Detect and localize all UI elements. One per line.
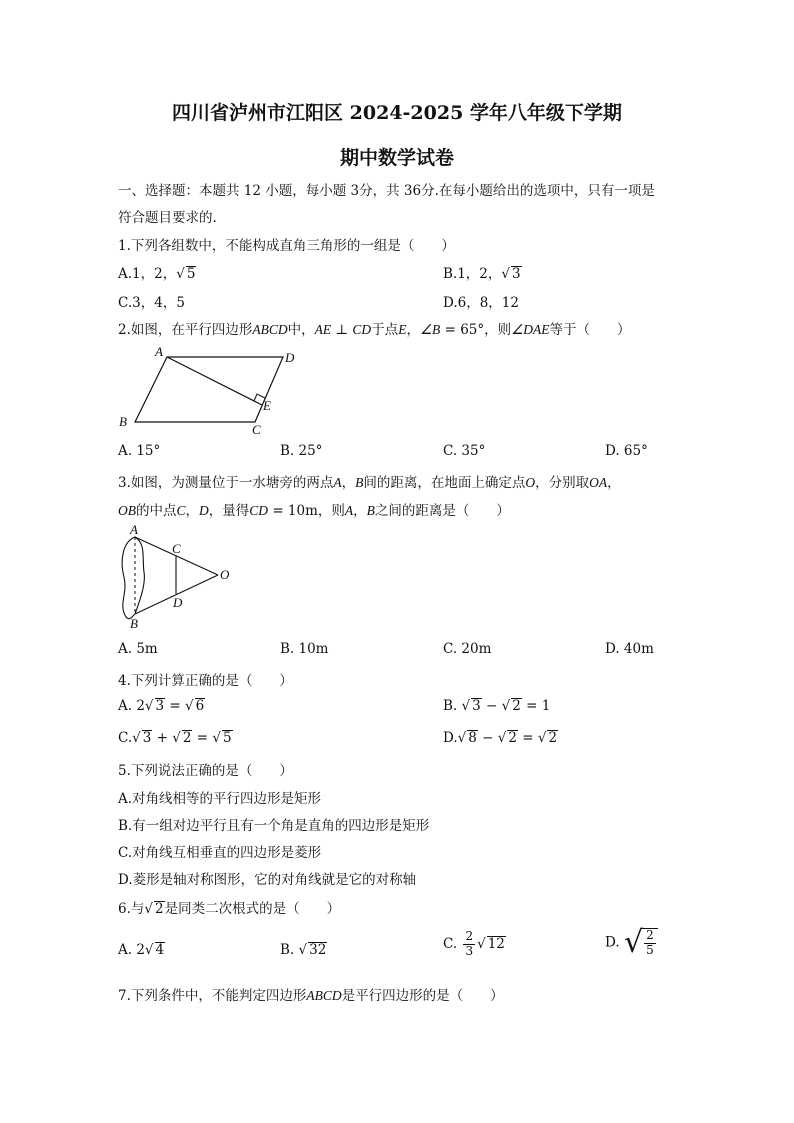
exam-title-line1: 四川省泸州市江阳区 2024-2025 学年八年级下学期: [172, 102, 622, 124]
q2-option-d: D. 65°: [605, 443, 648, 459]
q3-stem-line1: 3.如图，为测量位于一水塘旁的两点A，B间的距离，在地面上确定点O，分别取OA，: [118, 475, 621, 491]
q2-stem: 2.如图，在平行四边形ABCD中，AE ⊥ CD于点E，∠B = 65°，则∠DAE等于（ ）: [118, 322, 631, 338]
q2-option-c: C. 35°: [443, 443, 486, 459]
q4-option-b: B. √ 3 − √ 2 = 1: [443, 698, 551, 714]
q6-option-b: B. √ 32: [280, 942, 327, 958]
q1-stem: 1.下列各组数中，不能构成直角三角形的一组是（ ）: [118, 238, 455, 254]
q3-option-d: D. 40m: [605, 641, 654, 657]
label-e: E: [263, 398, 271, 413]
q4-option-a: A. 2√ 3 = √ 6: [118, 698, 205, 714]
label-d: D: [173, 595, 183, 610]
pond-outline: [122, 537, 144, 619]
label-c: C: [172, 541, 181, 556]
parallelogram-abcd: [135, 357, 283, 422]
label-c: C: [252, 422, 261, 437]
q2-option-b: B. 25°: [280, 443, 323, 459]
label-b: B: [130, 616, 138, 631]
q4-option-c: C.√ 3 + √ 2 = √ 5: [118, 730, 232, 746]
label-a: A: [130, 522, 138, 537]
exam-title-line2: 期中数学试卷: [339, 147, 454, 169]
label-a: A: [155, 344, 163, 359]
section-header-line1: 一、选择题：本题共 12 小题，每小题 3分，共 36分.在每小题给出的选项中，只有一项是: [118, 183, 655, 199]
q4-option-d: D.√ 8 − √ 2 = √ 2: [443, 730, 558, 746]
q7-stem: 7.下列条件中，不能判定四边形ABCD是平行四边形的是（ ）: [118, 988, 504, 1004]
q5-option-c: C.对角线互相垂直的四边形是菱形: [118, 845, 322, 861]
radical-fraction: √ $\frac{2}{5}$: [624, 928, 658, 958]
q6-stem: 6.与√ 2是同类二次根式的是（ ）: [118, 901, 341, 917]
q1-option-a: A.1，2，√ 5: [118, 266, 196, 282]
q4-stem: 4.下列计算正确的是（ ）: [118, 673, 293, 689]
label-d: D: [285, 350, 295, 365]
q1-option-d: D.6，8，12: [443, 295, 519, 311]
q3-option-b: B. 10m: [280, 641, 329, 657]
q3-pond-figure: [110, 522, 250, 632]
segment-ae: [167, 357, 262, 405]
q3-option-a: A. 5m: [118, 641, 158, 657]
fraction-two-thirds: $\frac{2}{3}$: [465, 929, 474, 958]
q2-parallelogram-figure: [110, 340, 310, 440]
q5-option-b: B.有一组对边平行且有一个角是直角的四边形是矩形: [118, 818, 430, 834]
q3-option-c: C. 20m: [443, 641, 492, 657]
q2-option-a: A. 15°: [118, 443, 161, 459]
q5-option-d: D.菱形是轴对称图形，它的对角线就是它的对称轴: [118, 872, 417, 888]
q1-option-b: B.1，2，√ 3: [443, 266, 521, 282]
q3-stem-line2: OB的中点C，D，量得CD = 10m，则A，B之间的距离是（ ）: [118, 503, 510, 519]
label-o: O: [220, 567, 230, 582]
section-header-line2: 符合题目要求的.: [118, 210, 217, 226]
q5-option-a: A.对角线相等的平行四边形是矩形: [118, 791, 322, 807]
q6-option-d: D. √ $\frac{2}{5}$: [605, 928, 658, 958]
q1-option-c: C.3，4，5: [118, 295, 185, 311]
q6-option-a: A. 2√ 4: [118, 942, 165, 958]
q5-stem: 5.下列说法正确的是（ ）: [118, 763, 293, 779]
q6-option-c: C. $\frac{2}{3}$ √ 12: [443, 929, 505, 958]
label-b: B: [119, 414, 127, 429]
